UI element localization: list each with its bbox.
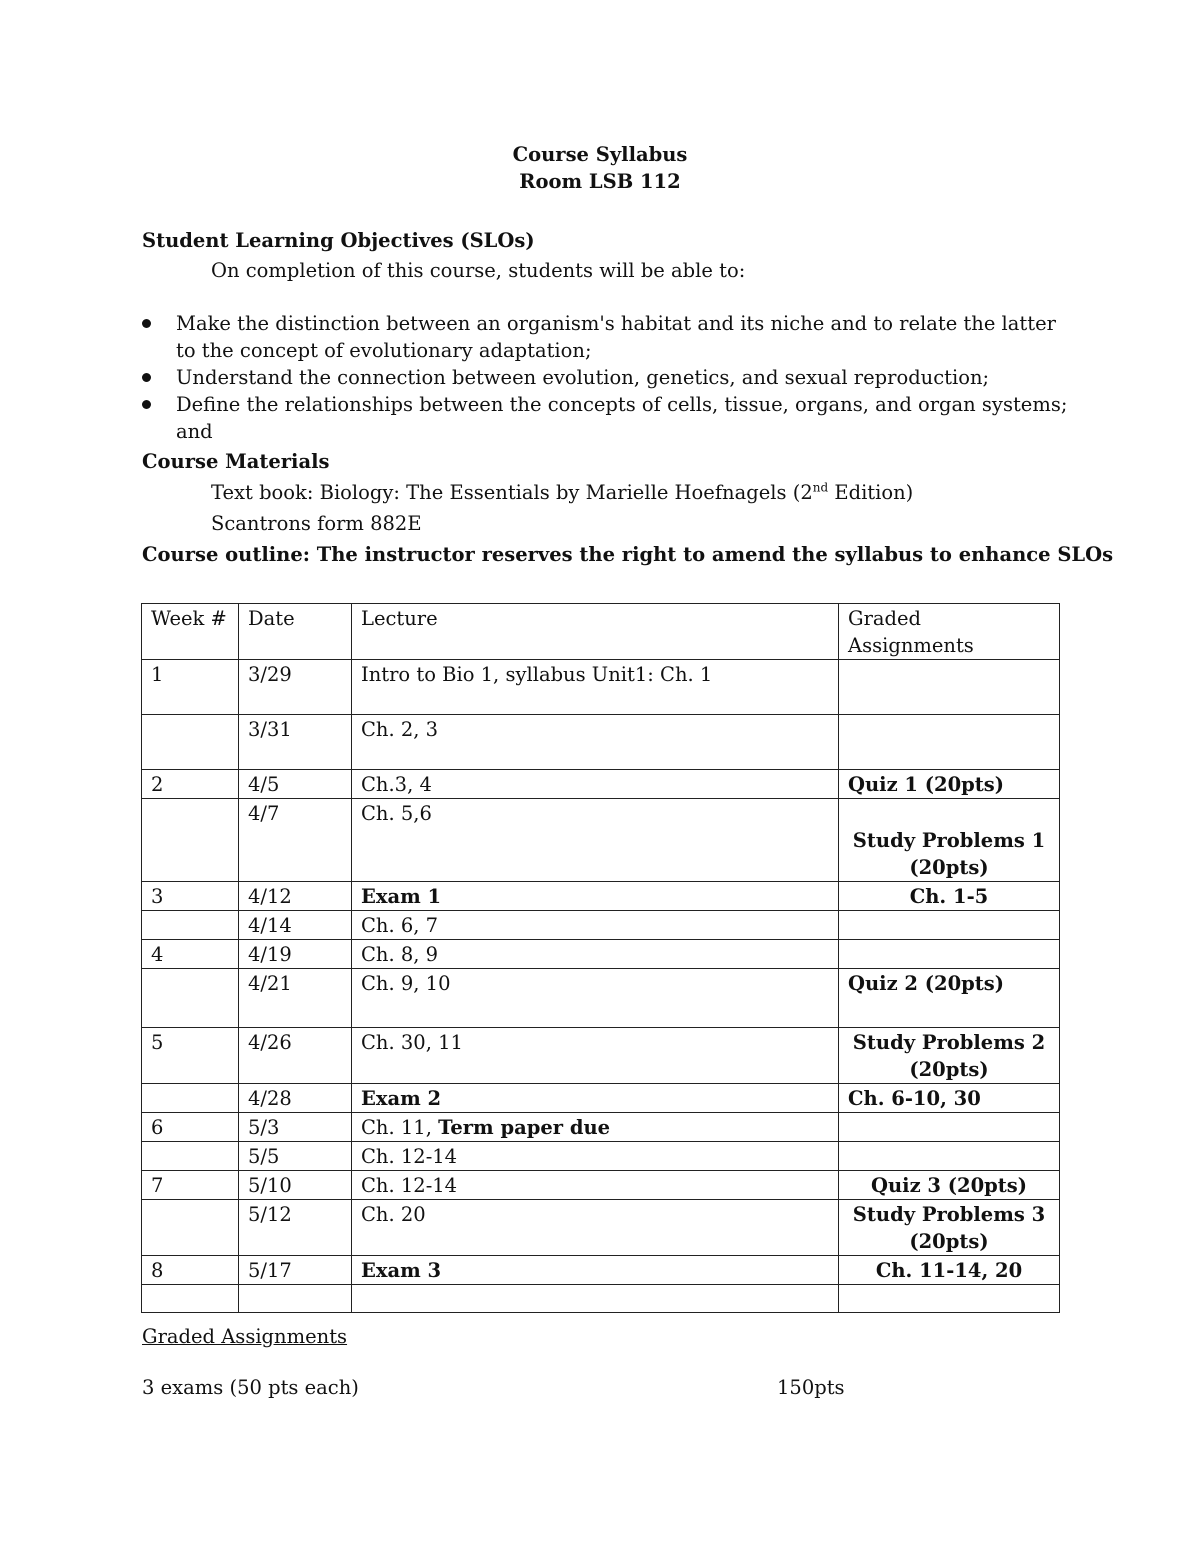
slo-heading: Student Learning Objectives (SLOs) (142, 229, 535, 252)
table-row (142, 1084, 1060, 1113)
table-row (142, 660, 1060, 715)
lecture-cell: Ch. 8, 9 (352, 940, 839, 969)
lecture-cell: Ch. 11, Term paper due (352, 1113, 839, 1142)
table-row (142, 1285, 1060, 1313)
week-cell: 7 (142, 1171, 239, 1200)
week-cell (142, 969, 239, 1028)
date-cell: 4/14 (239, 911, 352, 940)
week-cell: 5 (142, 1028, 239, 1084)
assignment-cell: Ch. 11-14, 20 (839, 1256, 1060, 1285)
table-row (142, 1200, 1060, 1256)
bullet-icon (142, 373, 151, 382)
lecture-cell: Ch. 12-14 (352, 1142, 839, 1171)
assignment-cell (839, 1113, 1060, 1142)
table-row (142, 1113, 1060, 1142)
table-row (142, 799, 1060, 882)
lecture-cell: Exam 2 (352, 1084, 839, 1113)
week-cell (142, 1200, 239, 1256)
slo-item: Understand the connection between evolution, genetics, and sexual reproduction; (142, 364, 1072, 391)
week-cell: 8 (142, 1256, 239, 1285)
course-outline-note: Course outline: The instructor reserves the right to amend the syllabus to enhance SLOs (142, 543, 1114, 566)
table-row (142, 1256, 1060, 1285)
date-cell: 4/19 (239, 940, 352, 969)
week-cell: 6 (142, 1113, 239, 1142)
slo-list (142, 310, 1072, 445)
date-cell: 5/5 (239, 1142, 352, 1171)
slo-item: Define the relationships between the concepts of cells, tissue, organs, and organ systems; and (142, 391, 1072, 445)
week-cell (142, 1084, 239, 1113)
table-row (142, 1171, 1060, 1200)
slo-intro: On completion of this course, students will be able to: (211, 259, 746, 282)
lecture-cell: Ch.3, 4 (352, 770, 839, 799)
date-cell: 4/7 (239, 799, 352, 882)
slo-item: Make the distinction between an organism's habitat and its niche and to relate the latter to the concept of evolutionary adaptation; (142, 310, 1072, 364)
assignment-cell (839, 1142, 1060, 1171)
bullet-icon (142, 319, 151, 328)
assignment-cell: Study Problems 3 (20pts) (839, 1200, 1060, 1256)
assignment-cell: Quiz 3 (20pts) (839, 1171, 1060, 1200)
date-cell: 4/5 (239, 770, 352, 799)
week-cell (142, 1285, 239, 1313)
assignment-cell: Ch. 1-5 (839, 882, 1060, 911)
week-cell (142, 715, 239, 770)
graded-assignments-heading: Graded Assignments (142, 1325, 348, 1348)
lecture-cell: Ch. 9, 10 (352, 969, 839, 1028)
column-header: Lecture (352, 604, 839, 660)
lecture-cell: Ch. 5,6 (352, 799, 839, 882)
week-cell (142, 1142, 239, 1171)
bullet-icon (142, 400, 151, 409)
lecture-cell: Exam 1 (352, 882, 839, 911)
week-cell: 1 (142, 660, 239, 715)
date-cell: 5/12 (239, 1200, 352, 1256)
assignment-cell: Study Problems 1 (20pts) (839, 799, 1060, 882)
exam-points-label: 3 exams (50 pts each) (142, 1376, 359, 1399)
room-label: Room LSB 112 (519, 170, 681, 193)
assignment-cell: Ch. 6-10, 30 (839, 1084, 1060, 1113)
assignment-cell: Study Problems 2 (20pts) (839, 1028, 1060, 1084)
date-cell (239, 1285, 352, 1313)
week-cell: 3 (142, 882, 239, 911)
exam-points-value: 150pts (777, 1376, 845, 1399)
table-row (142, 882, 1060, 911)
table-row (142, 770, 1060, 799)
table-row (142, 969, 1060, 1028)
date-cell: 4/26 (239, 1028, 352, 1084)
materials-heading: Course Materials (142, 450, 330, 473)
date-cell: 5/3 (239, 1113, 352, 1142)
table-row (142, 715, 1060, 770)
lecture-cell: Ch. 6, 7 (352, 911, 839, 940)
date-cell: 4/21 (239, 969, 352, 1028)
column-header: Graded Assignments (839, 604, 1060, 660)
lecture-cell (352, 1285, 839, 1313)
table-row (142, 940, 1060, 969)
textbook-line: Text book: Biology: The Essentials by Marielle Hoefnagels (2nd Edition) (211, 480, 914, 504)
lecture-cell: Ch. 30, 11 (352, 1028, 839, 1084)
date-cell: 4/12 (239, 882, 352, 911)
date-cell: 5/17 (239, 1256, 352, 1285)
lecture-cell: Exam 3 (352, 1256, 839, 1285)
assignment-cell (839, 1285, 1060, 1313)
assignment-cell (839, 911, 1060, 940)
table-row (142, 911, 1060, 940)
lecture-cell: Intro to Bio 1, syllabus Unit1: Ch. 1 (352, 660, 839, 715)
date-cell: 5/10 (239, 1171, 352, 1200)
table-header-row (142, 604, 1060, 660)
week-cell (142, 799, 239, 882)
page-title: Course Syllabus (512, 143, 688, 166)
assignment-cell (839, 940, 1060, 969)
assignment-cell: Quiz 2 (20pts) (839, 969, 1060, 1028)
lecture-cell: Ch. 20 (352, 1200, 839, 1256)
week-cell (142, 911, 239, 940)
date-cell: 3/31 (239, 715, 352, 770)
assignment-cell: Quiz 1 (20pts) (839, 770, 1060, 799)
lecture-cell: Ch. 12-14 (352, 1171, 839, 1200)
column-header: Date (239, 604, 352, 660)
week-cell: 2 (142, 770, 239, 799)
table-row (142, 1142, 1060, 1171)
lecture-cell: Ch. 2, 3 (352, 715, 839, 770)
schedule-table (141, 603, 1060, 1313)
assignment-cell (839, 715, 1060, 770)
date-cell: 3/29 (239, 660, 352, 715)
assignment-cell (839, 660, 1060, 715)
scantron-line: Scantrons form 882E (211, 512, 422, 535)
column-header: Week # (142, 604, 239, 660)
table-row (142, 1028, 1060, 1084)
date-cell: 4/28 (239, 1084, 352, 1113)
week-cell: 4 (142, 940, 239, 969)
